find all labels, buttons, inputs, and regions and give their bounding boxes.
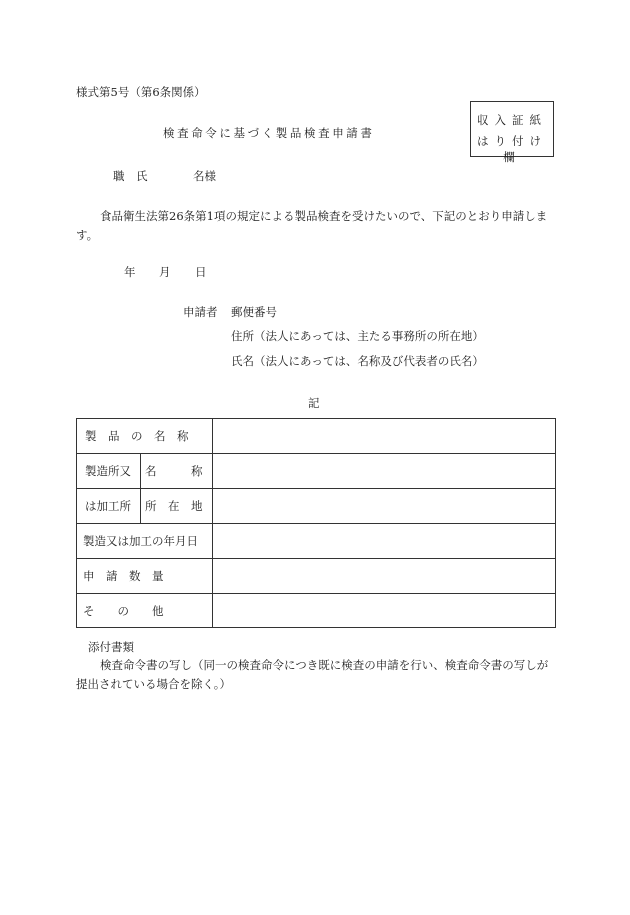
label-manufacture-date: 製造又は加工の年月日 [83, 534, 198, 548]
label-facility-1: 製造所又 [85, 464, 131, 478]
row-facility-location [76, 488, 556, 523]
addressee-name-prefix: 氏 [136, 169, 148, 183]
label-product-name: 製 品 の 名 称 [85, 429, 189, 443]
row-facility-name [76, 453, 556, 488]
row-quantity [76, 558, 556, 593]
body-text: 食品衛生法第26条第1項の規定による製品検査を受けたいので、下記のとおり申請します。 [76, 209, 548, 242]
label-other: そ の 他 [83, 604, 164, 618]
revenue-stamp-box [470, 101, 554, 164]
row-other [76, 593, 556, 628]
form-title: 検査命令に基づく製品検査申請書 [163, 126, 375, 140]
stamp-box-line-2: はり付け欄 [477, 134, 547, 164]
row-product-name [76, 418, 556, 453]
row-manufacture-date [76, 523, 556, 558]
attachments-heading: 添付書類 [88, 640, 134, 654]
date-day: 日 [195, 265, 207, 279]
label-facility-2: は加工所 [85, 499, 131, 513]
form-number: 様式第5号（第6条関係） [76, 85, 206, 99]
label-facility-location: 所 在 地 [145, 499, 203, 513]
date-year: 年 [124, 265, 136, 279]
date-month: 月 [159, 265, 171, 279]
addressee-name-suffix: 名様 [193, 169, 216, 183]
application-table [76, 418, 556, 628]
attachments-text: 検査命令書の写し（同一の検査命令につき既に検査の申請を行い、検査命令書の写しが提出されている場合を除く。） [76, 658, 549, 691]
applicant-postal: 郵便番号 [231, 305, 277, 319]
applicant-name: 氏名（法人にあっては、名称及び代表者の氏名） [231, 354, 484, 368]
label-facility-name: 名 称 [145, 464, 203, 478]
stamp-box-line-1: 収入証紙 [477, 113, 547, 127]
label-quantity: 申 請 数 量 [83, 569, 164, 583]
applicant-address: 住所（法人にあっては、主たる事務所の所在地） [231, 329, 484, 343]
applicant-label: 申請者 [183, 305, 218, 319]
addressee-post: 職 [113, 169, 125, 183]
ki-heading: 記 [308, 396, 320, 410]
